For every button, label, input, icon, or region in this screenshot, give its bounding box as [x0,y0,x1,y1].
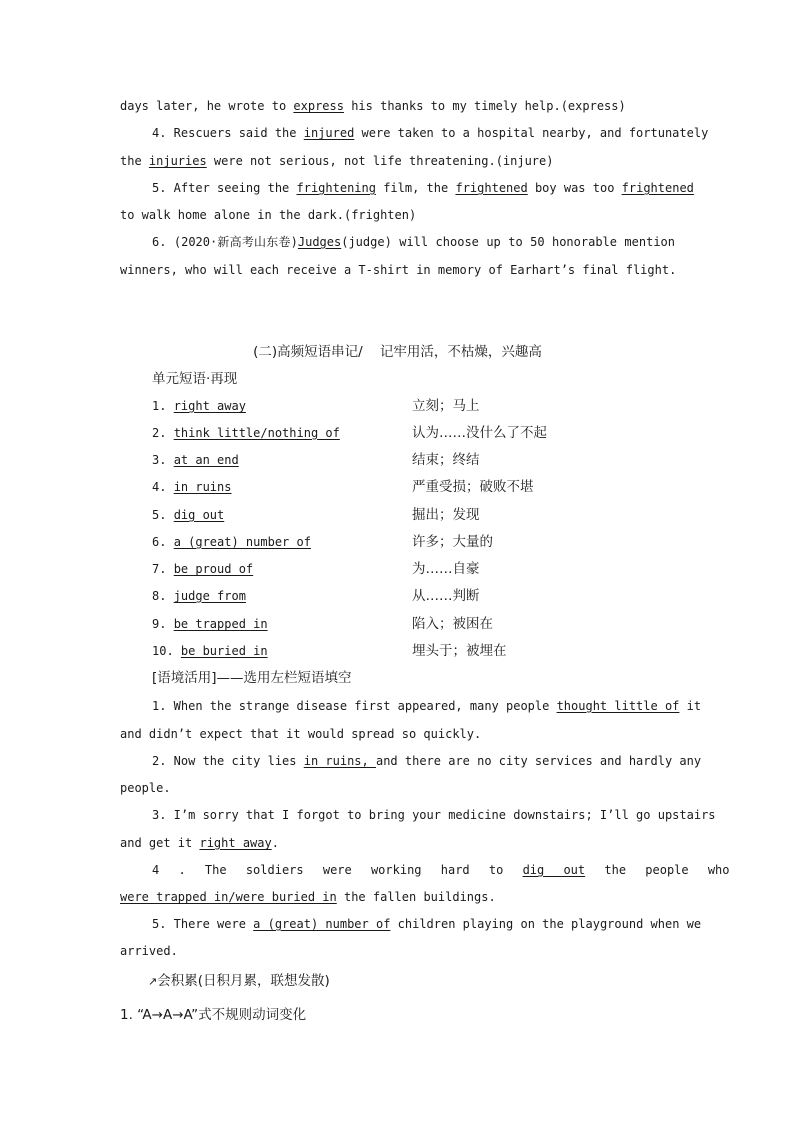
answer-blank: injured [303,126,355,140]
answer-blank: in ruins, [303,754,376,768]
text-line: the injuries were not serious, not life threatening.(injure) [120,154,554,168]
text-line: 4. Rescuers said the injured were taken to a hospital nearby, and fortunately [152,126,709,140]
answer-blank: right away [199,836,272,850]
text-line: 6. (2020·新高考山东卷)Judges(judge) will choose up to 50 honorable mention [152,235,675,249]
accumulate-item: 1. “A→A→A”式不规则动词变化 [120,1007,307,1023]
phrase-row: 1. right away 立刻；马上 [152,398,480,414]
text-line: winners, who will each receive a T-shirt in memory of Earhart’s final flight. [120,263,677,277]
answer-blank: frightened [455,181,528,195]
answer-blank: injuries [148,154,207,168]
text-line: 3. I’m sorry that I forgot to bring your medicine downstairs; I’ll go upstairs [152,808,716,822]
text-line: 1. When the strange disease first appeared, many people thought little of it [152,699,702,713]
answer-blank: dig out [522,863,586,877]
answer-blank: Judges [297,235,342,249]
arrow-icon: ↗ [148,975,158,988]
phrase-row: 6. a (great) number of 许多；大量的 [152,534,493,550]
text-line: people. [120,781,171,795]
text-line: 4 . The soldiers were working hard to dig out the people who [152,863,730,877]
text-line: 5. There were a (great) number of children playing on the playground when we [152,917,702,931]
answer-blank: thought little of [556,699,680,713]
text-line: and didn’t expect that it would spread so quickly. [120,727,482,741]
answer-blank: frightened [621,181,694,195]
text-line: to walk home alone in the dark.(frighten) [120,208,417,222]
context-heading: [语境活用]——选用左栏短语填空 [152,670,352,686]
answer-blank: a (great) number of [253,917,391,931]
phrase-row: 2. think little/nothing of 认为……没什么了不起 [152,425,547,441]
phrase-row: 7. be proud of 为……自豪 [152,561,480,577]
unit-heading: 单元短语·再现 [152,371,238,387]
phrase-row: 4. in ruins 严重受损；破败不堪 [152,479,534,495]
text-line: days later, he wrote to express his thanks to my timely help.(express) [120,99,626,113]
text-line: 2. Now the city lies in ruins, and there are no city services and hardly any [152,754,702,768]
answer-blank: were trapped in/were buried in [120,890,337,904]
text-line: were trapped in/were buried in the fallen buildings. [120,890,496,904]
text-line: arrived. [120,944,178,958]
accumulate-heading: ↗会积累(日积月累，联想发散) [148,973,330,989]
answer-blank: express [293,99,344,113]
section-title: (二)高频短语串记/ 记牢用活，不枯燥，兴趣高 [253,344,542,360]
answer-blank: frightening [296,181,376,195]
text-line: 5. After seeing the frightening film, the frightened boy was too frightened [152,181,694,195]
phrase-row: 8. judge from 从……判断 [152,588,480,604]
text-line: and get it right away. [120,836,279,850]
phrase-row: 9. be trapped in 陷入；被困在 [152,616,493,632]
phrase-row: 3. at an end 结束；终结 [152,452,480,468]
phrase-row: 5. dig out 掘出；发现 [152,507,480,523]
phrase-row: 10. be buried in 埋头于；被埋在 [152,643,507,659]
